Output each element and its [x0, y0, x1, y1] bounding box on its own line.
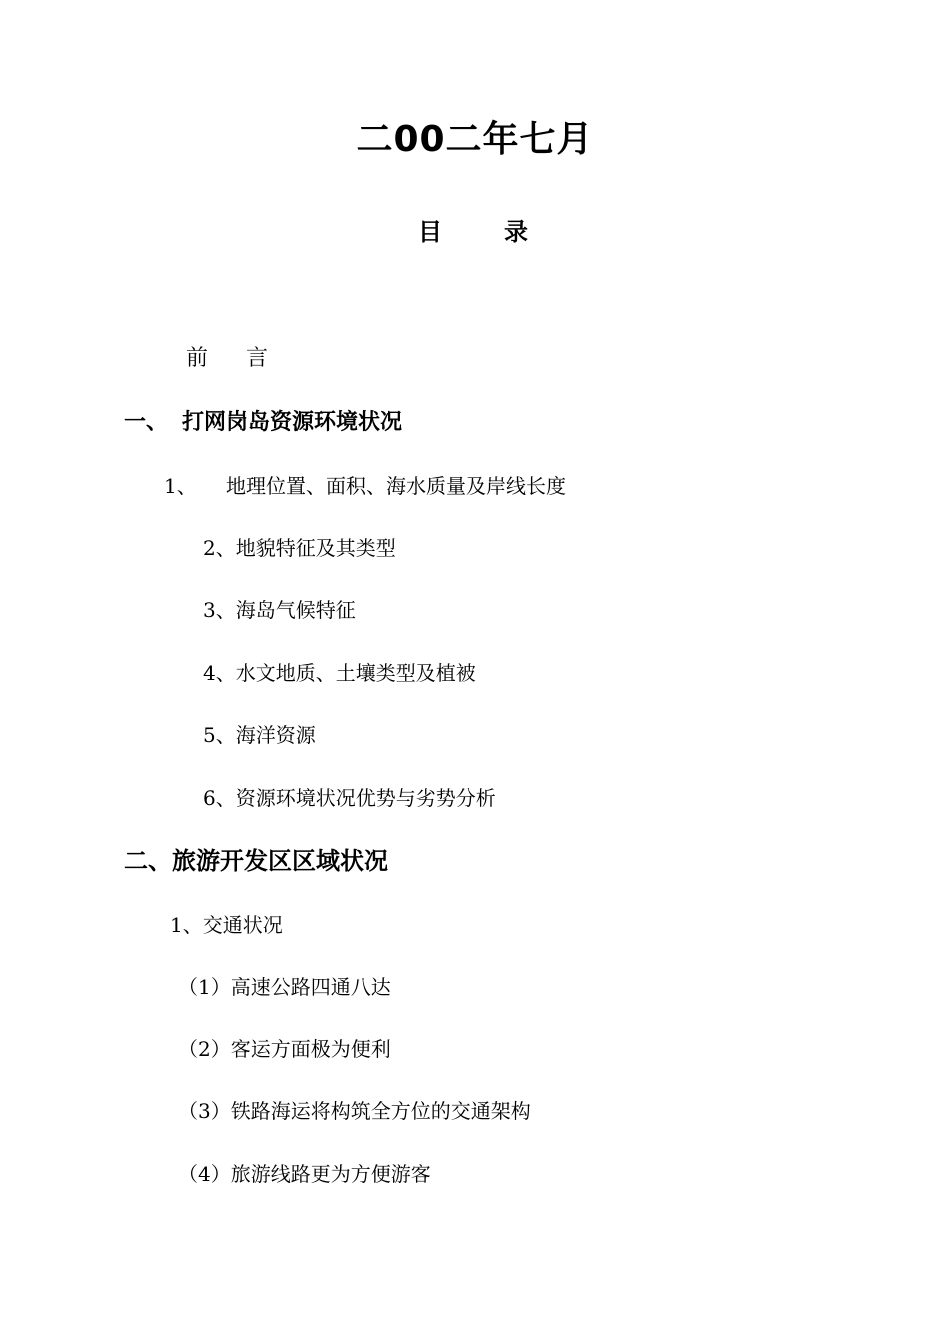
toc-subitem-2-1-4: （4）旅游线路更为方便游客	[178, 1162, 431, 1186]
toc-item-1-3: 3、海岛气候特征	[203, 598, 356, 622]
toc-subitem-2-1-3: （3）铁路海运将构筑全方位的交通架构	[178, 1099, 531, 1123]
toc-title	[418, 220, 528, 244]
preface-char-2: 言	[246, 346, 269, 371]
toc-title-char-1: 目	[418, 218, 442, 246]
toc-item-1-6: 6、资源环境状况优势与劣势分析	[203, 786, 496, 810]
section-1-title: 打网岗岛资源环境状况	[182, 410, 403, 435]
toc-item-1-4: 4、水文地质、土壤类型及植被	[203, 661, 476, 685]
item-1-1-number: 1、	[164, 474, 197, 498]
toc-title-char-2: 录	[504, 218, 528, 246]
section-1-number: 一、	[124, 410, 169, 435]
toc-section-2: 二、旅游开发区区域状况	[124, 847, 388, 875]
item-1-1-text: 地理位置、面积、海水质量及岸线长度	[226, 474, 566, 498]
toc-item-2-1: 1、交通状况	[170, 913, 283, 937]
document-date: 二00二年七月	[356, 119, 594, 160]
toc-subitem-2-1-2: （2）客运方面极为便利	[178, 1037, 391, 1061]
toc-section-1	[124, 412, 402, 434]
toc-subitem-2-1-1: （1）高速公路四通八达	[178, 975, 391, 999]
toc-item-1-1	[164, 476, 566, 496]
preface-char-1: 前	[186, 346, 209, 371]
toc-entry-preface	[186, 348, 268, 370]
toc-item-1-2: 2、地貌特征及其类型	[203, 536, 396, 560]
toc-item-1-5: 5、海洋资源	[203, 723, 316, 747]
